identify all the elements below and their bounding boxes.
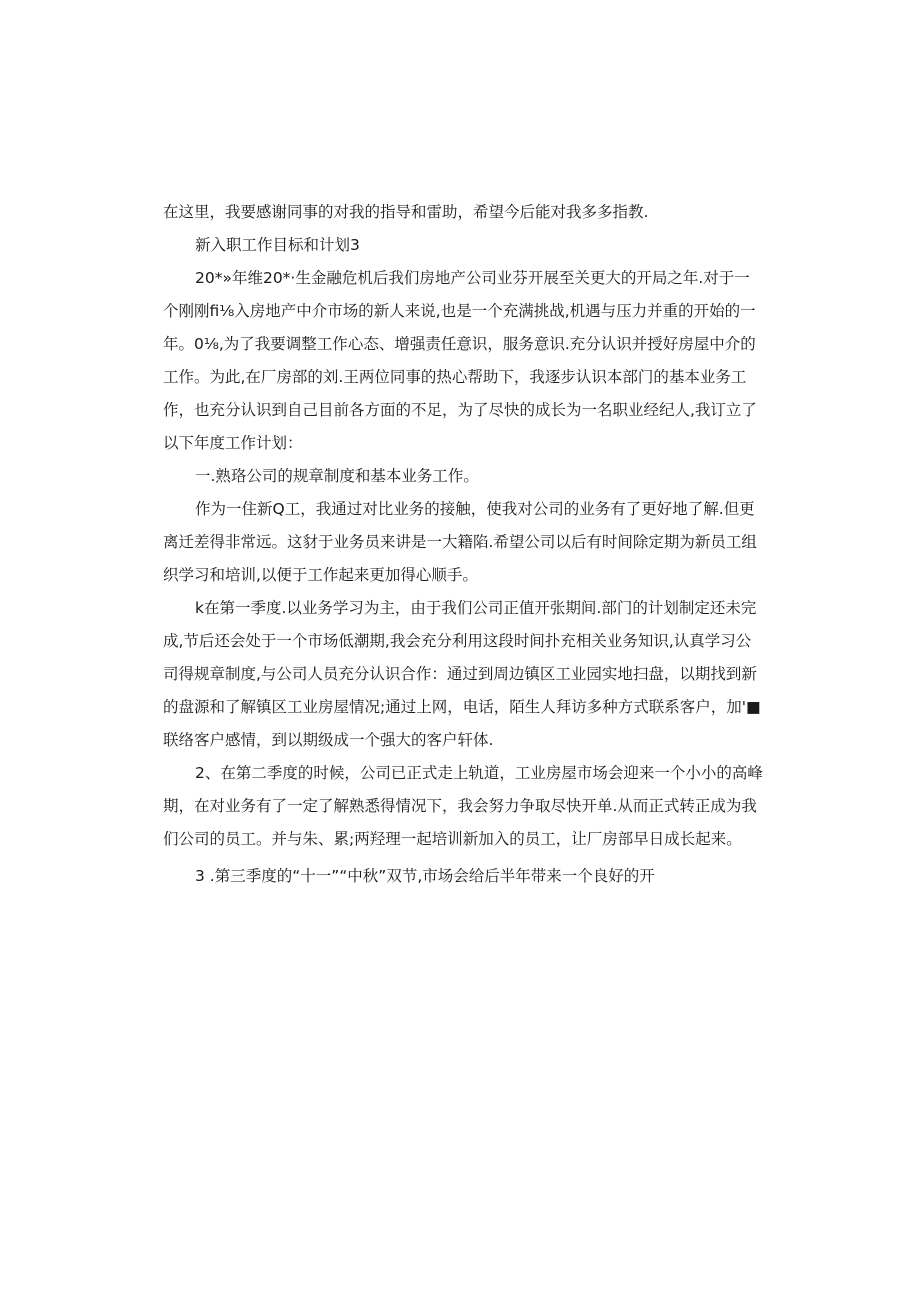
list-heading-1: 一.熟珞公司的规章制度和基本业务工作。 [195,467,479,485]
paragraph-q2: 2、在第二季度的时候，公司已正式走上轨道，工业房屋市场会迎来一个小小的高峰期，在对业务有了一定了解熟悉得情况下，我会努力争取尽快开单.从而正式转正成为我们公司的员工。并与朱、累;两羟理一起培训新加入的员工，让厂房部早日成长起来。 [163,764,763,848]
paragraph-intro: 20*»年维20*·生金融危机后我们房地产公司业芬开展至关更大的开局之年.对于一个刚刚fi⅛入房地产中介市场的新人来说,也是一个充满挑战,机遇与压力并重的开始的一年。0⅛,为了我要调整工作心态、增强责任意识，服务意识.充分认识并授好房屋中介的工作。为此,在厂房部的刘.王两位同事的热心帮助下，我逐步认识本部门的基本业务工作，也充分认识到自己目前各方面的不足，为了尽快的成长为一名职业经纪人,我订立了以下年度工作计划： [163,269,757,452]
paragraph-new-employee: 作为一住新Q工，我通过对比业务的接触，使我对公司的业务有了更好地了解.但更离迁差得非常远。这豺于业务员来讲是一大籍陷.希望公司以后有时间除定期为新员工组织学习和培训,以便于工作起来更加得心顺手。 [163,500,757,584]
document-body [163,196,763,893]
section-heading: 新入职工作目标和计划3 [195,236,360,254]
paragraph-q1: k在第一季度.以业务学习为主，由于我们公司正值开张期间.部门的计划制定还未完成,节后还会处于一个市场低潮期,我会充分利用这段时间扑充相关业务知识,认真学习公司得规章制度,与公司人员充分认识合作：通过到周边镇区工业园实地扫盘，以期找到新的盘源和了解镇区工业房屋情况;通过上网，电话，陌生人拜访多种方式联系客户，加'■联络客户感情，到以期级成一个强大的客户轩体. [163,599,761,749]
paragraph-thanks: 在这里，我要感谢同事的对我的指导和雷助，希望今后能对我多多指教. [163,203,649,221]
paragraph-q3: 3 .第三季度的“十一”“中秋”双节,市场会给后半年带来一个良好的开 [195,867,655,885]
